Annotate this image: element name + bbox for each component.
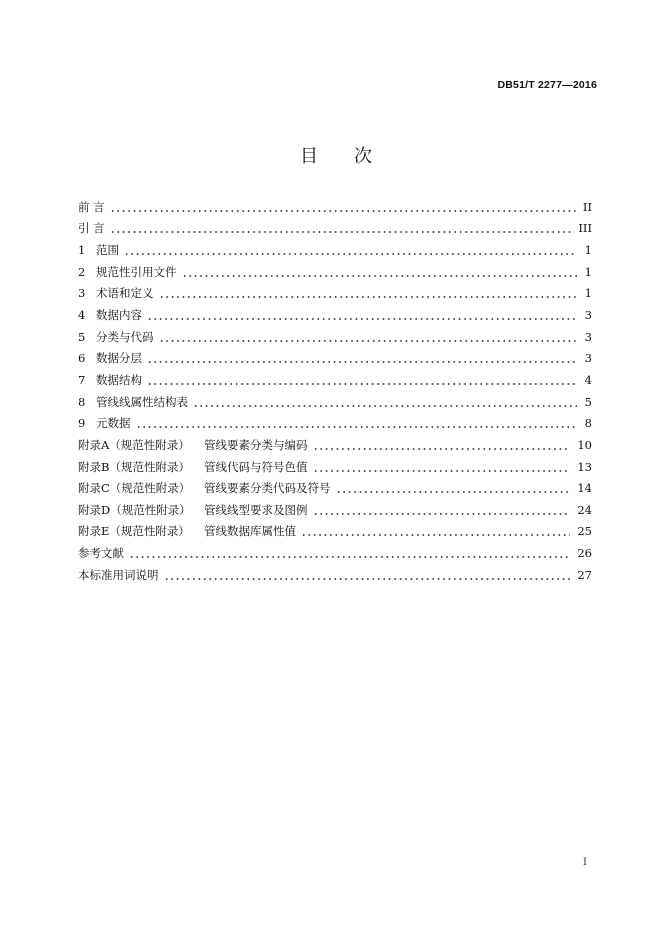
- toc-entry-scope: [78, 239, 592, 261]
- dot-leader: [164, 578, 571, 580]
- toc-appendix-prefix: 附录D（规范性附录）: [78, 502, 191, 517]
- toc-entry-page: 4: [584, 372, 592, 387]
- toc-entry-wording-explanation: [78, 564, 592, 586]
- toc-entry-introduction: [78, 218, 592, 240]
- toc-entry-appendix-e: [78, 521, 592, 543]
- toc-entry-foreword: [78, 196, 592, 218]
- dot-leader: [301, 534, 570, 536]
- toc-entry-page: 27: [577, 567, 592, 582]
- toc-entry-page: 3: [584, 329, 592, 344]
- toc-entry-title: 前 言: [78, 199, 105, 214]
- toc-entry-appendix-b: [78, 456, 592, 478]
- toc-entry-page: 1: [584, 286, 592, 301]
- toc-entry-page: 10: [577, 437, 592, 452]
- toc-entry-title: 管线数据库属性值: [204, 524, 296, 539]
- toc-entry-page: II: [582, 199, 592, 214]
- toc-entry-references: [78, 542, 592, 564]
- dot-leader: [313, 513, 571, 515]
- toc-entry-page: 5: [584, 394, 592, 409]
- toc-entry-page: 8: [584, 416, 592, 431]
- dot-leader: [159, 296, 578, 298]
- toc-entry-page: 14: [577, 481, 592, 496]
- toc-entry-appendix-d: [78, 499, 592, 521]
- toc-entry-title: 引 言: [78, 221, 105, 236]
- toc-entry-title: 参考文献: [78, 546, 124, 561]
- toc-entry-page: III: [578, 221, 592, 236]
- dot-leader: [110, 210, 576, 212]
- dot-leader: [182, 275, 578, 277]
- toc-entry-page: 26: [577, 546, 592, 561]
- toc-entry-normative-references: [78, 261, 592, 283]
- dot-leader: [147, 318, 577, 320]
- toc-entry-number: 7: [78, 372, 86, 387]
- toc-entry-title: 本标准用词说明: [78, 567, 159, 582]
- toc-entry-metadata: [78, 412, 592, 434]
- toc-entry-page: 3: [584, 308, 592, 323]
- toc-entry-appendix-c: [78, 477, 592, 499]
- toc-appendix-prefix: 附录B（规范性附录）: [78, 459, 190, 474]
- toc-appendix-prefix: 附录C（规范性附录）: [78, 481, 191, 496]
- toc-entry-number: 6: [78, 351, 86, 366]
- toc-appendix-prefix: 附录E（规范性附录）: [78, 524, 190, 539]
- toc-entry-number: 8: [78, 394, 86, 409]
- toc-entry-title: 规范性引用文件: [96, 264, 177, 279]
- toc-entry-title: 数据内容: [96, 308, 142, 323]
- toc-appendix-prefix: 附录A（规范性附录）: [78, 437, 190, 452]
- toc-entry-page: 25: [577, 524, 592, 539]
- toc-entry-title: 数据结构: [96, 372, 142, 387]
- toc-entry-title: 管线要素分类与编码: [204, 437, 308, 452]
- table-of-contents: [78, 196, 592, 586]
- toc-entry-terms-definitions: [78, 283, 592, 305]
- toc-entry-title: 术语和定义: [96, 286, 154, 301]
- page-number-footer: I: [583, 857, 587, 868]
- dot-leader: [147, 383, 577, 385]
- dot-leader: [159, 340, 578, 342]
- toc-entry-page: 24: [577, 502, 592, 517]
- toc-entry-data-structure: [78, 369, 592, 391]
- page-title: 目 次: [300, 146, 372, 167]
- dot-leader: [313, 448, 571, 450]
- standard-code-header: DB51/T 2277—2016: [497, 79, 597, 91]
- toc-entry-page: 1: [584, 264, 592, 279]
- dot-leader: [336, 491, 571, 493]
- toc-entry-page: 13: [577, 459, 592, 474]
- toc-entry-page: 1: [584, 243, 592, 258]
- toc-entry-title: 管线线属性结构表: [96, 394, 188, 409]
- dot-leader: [136, 426, 578, 428]
- toc-entry-title: 管线线型要求及图例: [204, 502, 308, 517]
- toc-entry-number: 3: [78, 286, 86, 301]
- toc-entry-title: 数据分层: [96, 351, 142, 366]
- toc-entry-number: 9: [78, 416, 86, 431]
- dot-leader: [110, 231, 572, 233]
- dot-leader: [124, 253, 577, 255]
- dot-leader: [193, 405, 577, 407]
- toc-entry-title: 元数据: [96, 416, 131, 431]
- toc-entry-number: 1: [78, 243, 86, 258]
- toc-entry-title: 管线代码与符号色值: [204, 459, 308, 474]
- toc-entry-number: 5: [78, 329, 86, 344]
- toc-entry-data-layers: [78, 347, 592, 369]
- toc-entry-number: 4: [78, 308, 86, 323]
- toc-entry-data-content: [78, 304, 592, 326]
- toc-entry-classification-codes: [78, 326, 592, 348]
- toc-entry-attribute-table: [78, 391, 592, 413]
- toc-entry-title: 范围: [96, 243, 119, 258]
- dot-leader: [147, 361, 577, 363]
- toc-entry-page: 3: [584, 351, 592, 366]
- toc-entry-number: 2: [78, 264, 86, 279]
- toc-entry-appendix-a: [78, 434, 592, 456]
- toc-entry-title: 管线要素分类代码及符号: [204, 481, 331, 496]
- dot-leader: [129, 556, 570, 558]
- toc-entry-title: 分类与代码: [96, 329, 154, 344]
- dot-leader: [313, 470, 571, 472]
